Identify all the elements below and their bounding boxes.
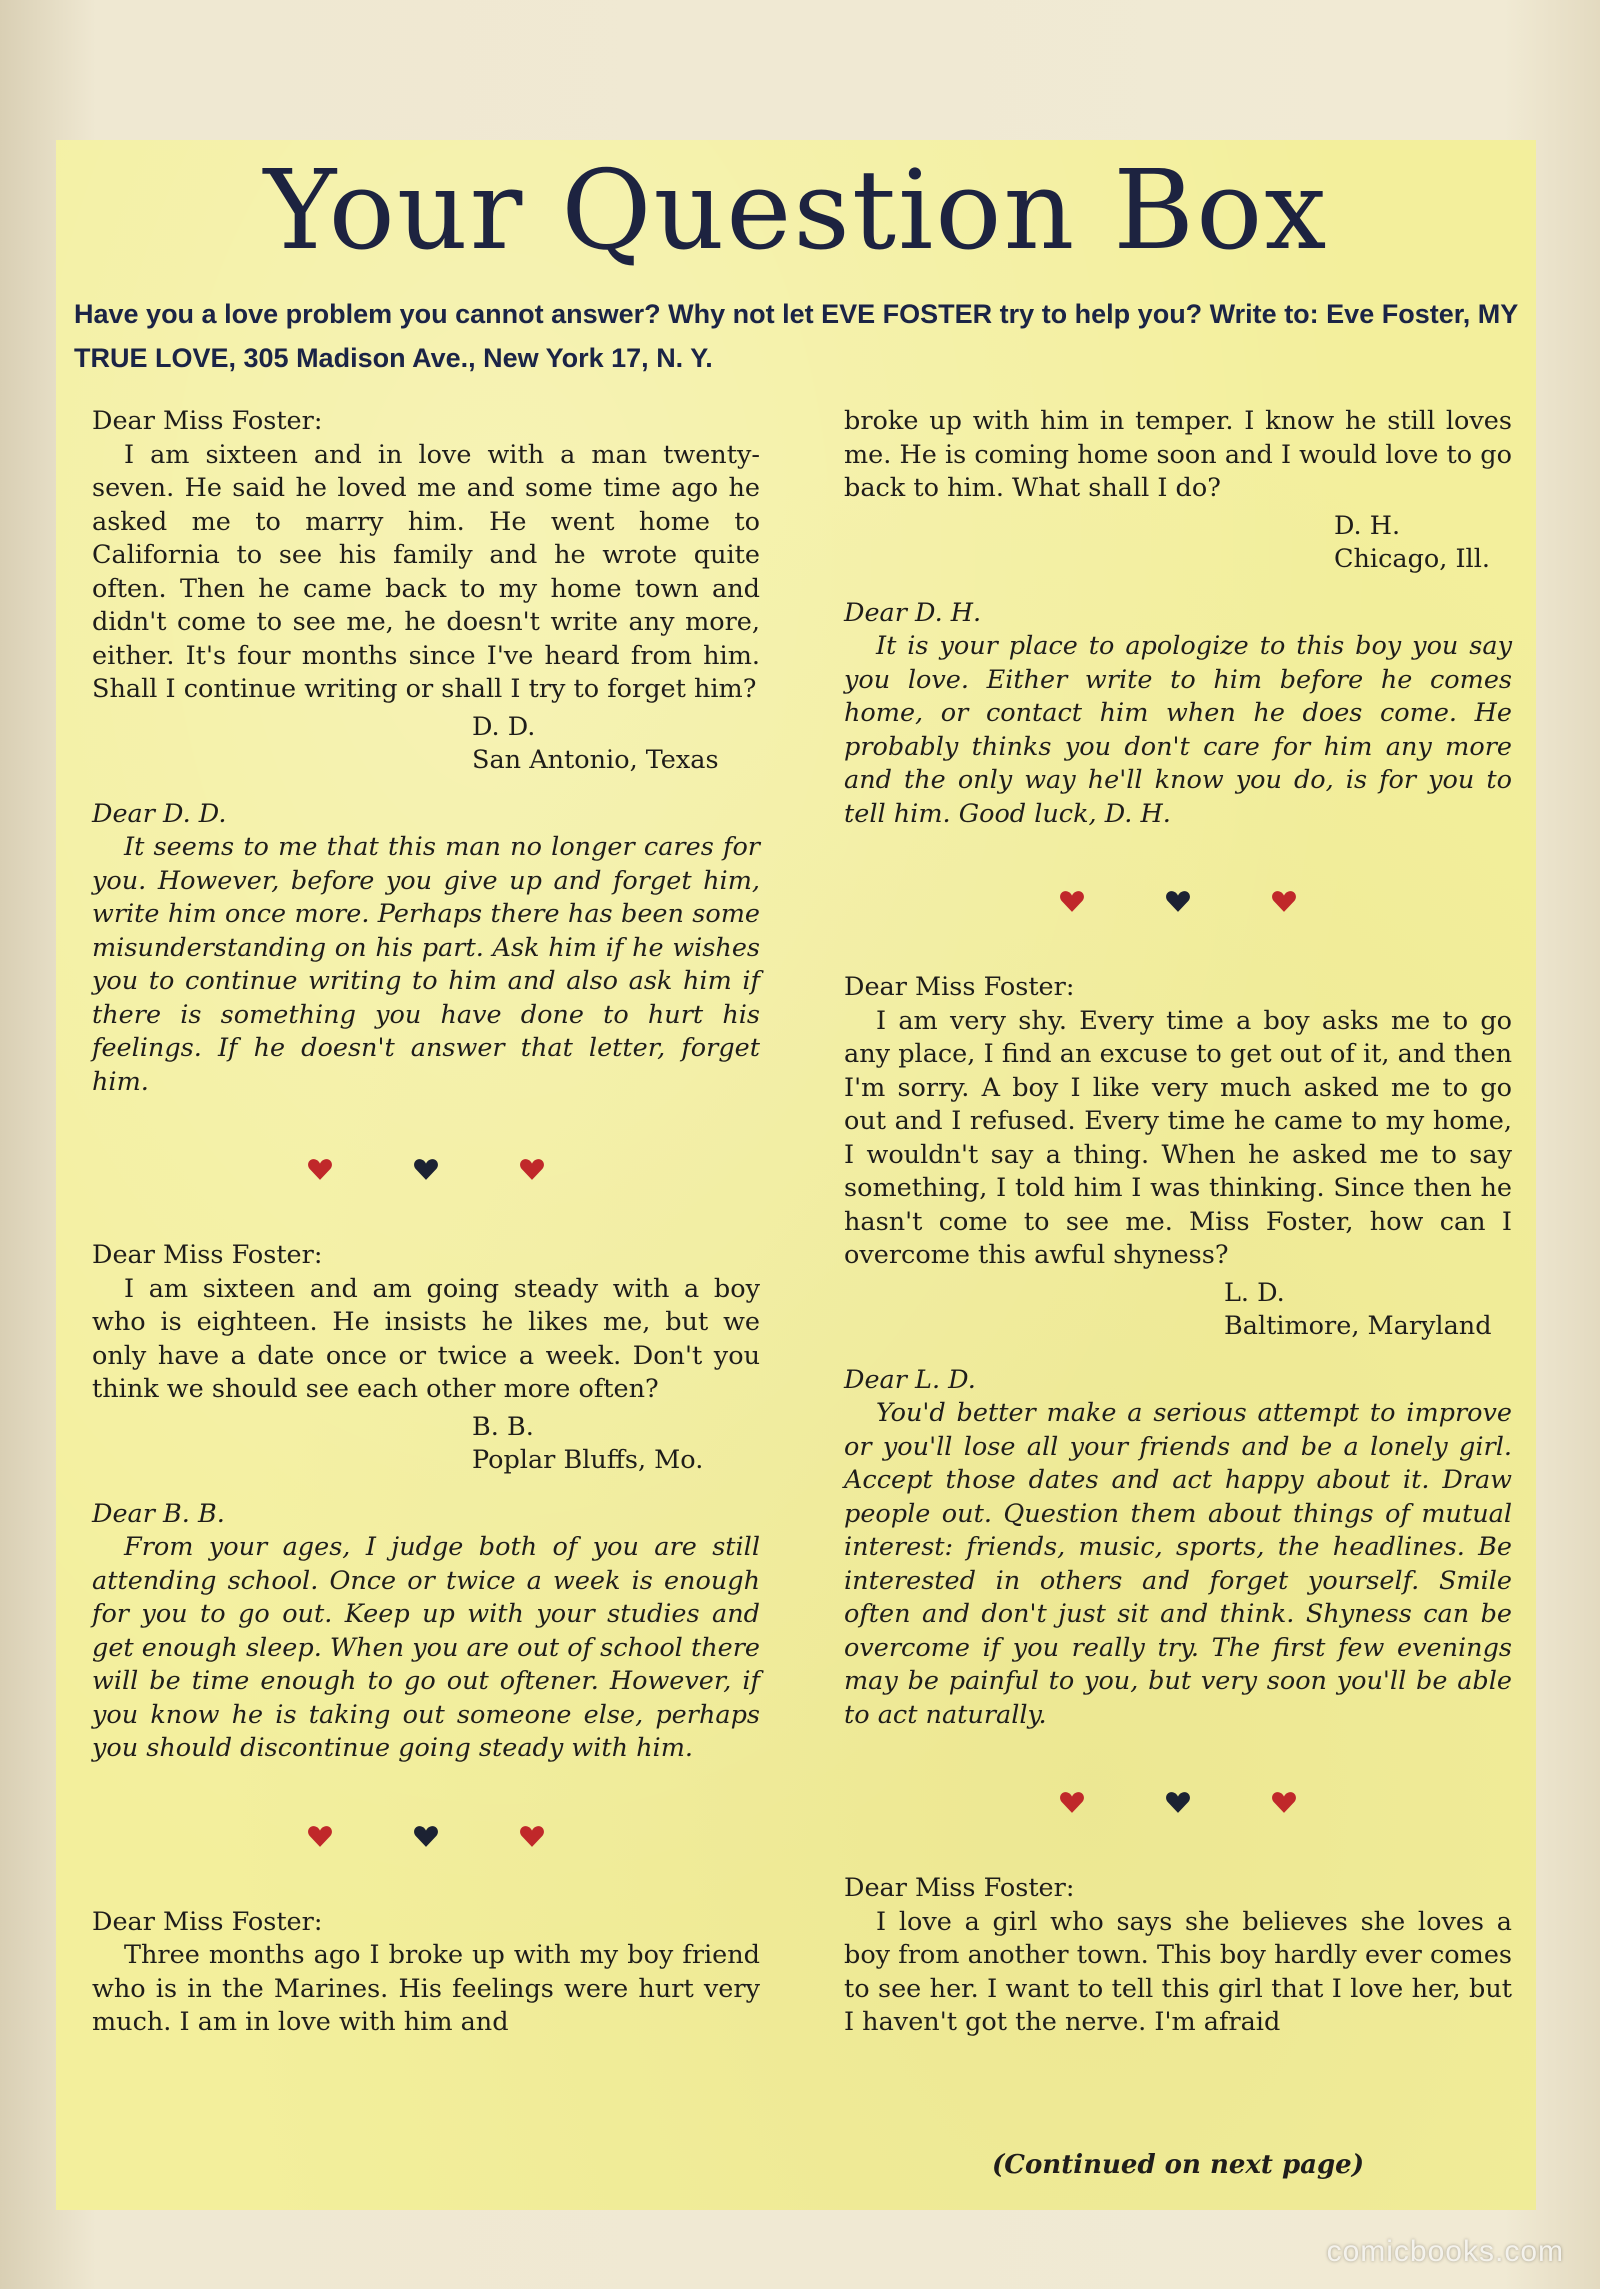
letter-salutation: Dear Miss Foster:: [844, 972, 1075, 1002]
site-watermark: comicbooks.com: [1326, 2235, 1564, 2268]
navy-heart-icon: [1165, 889, 1191, 913]
letter-body: I am sixteen and in love with a man twenty-seven. He said he loved me and some time ago he asked me to marry him. He went home to California to see his family and he wrote quite often. Then he came back to my home town and didn't come to see me, he doesn't write any more, either. It's four months since I've heard from him. Shall I continue writing or shall I try to forget him?: [92, 439, 760, 704]
reply-salutation: Dear L. D.: [844, 1364, 976, 1395]
signoff-initials: L. D.: [1224, 1277, 1285, 1308]
red-heart-icon: [307, 1824, 333, 1848]
navy-heart-icon: [1165, 1790, 1191, 1814]
left-column: [92, 405, 760, 2040]
letter-salutation: Dear Miss Foster:: [844, 1873, 1075, 1903]
continued-note: (Continued on next page): [991, 2150, 1365, 2180]
signoff-initials: D. D.: [472, 711, 536, 742]
letter-signoff: [844, 510, 1512, 577]
red-heart-icon: [1059, 889, 1085, 913]
signoff-location: Poplar Bluffs, Mo.: [472, 1445, 704, 1475]
signoff-initials: D. H.: [1334, 510, 1401, 541]
letter-signoff: [844, 1277, 1512, 1344]
red-heart-icon: [519, 1824, 545, 1848]
letter-body: I love a girl who says she believes she loves a boy from another town. This boy hardly ever comes to see her. I want to tell this girl that I love her, but I haven't got the nerve. I'm afraid: [844, 1906, 1512, 2037]
reply-salutation: Dear B. B.: [92, 1498, 225, 1529]
letter-body: I am sixteen and am going steady with a boy who is eighteen. He insists he likes me, but we only have a date once or twice a week. Don't you think we should see each other more often?: [92, 1273, 760, 1404]
letter-body-continued: broke up with him in temper. I know he still loves me. He is coming home soon and I would love to go back to him. What shall I do?: [844, 406, 1512, 503]
reply-body: From your ages, I judge both of you are still attending school. Once or twice a week is enough for you to go out. Keep up with your studies and get enough sleep. When you are out of school there will be time enough to go out oftener. However, if you know he is taking out someone else, perhaps you should discontinue going steady with him.: [92, 1532, 760, 1763]
red-heart-icon: [1059, 1790, 1085, 1814]
heart-divider: [844, 831, 1512, 971]
letter-salutation: Dear Miss Foster:: [92, 406, 323, 436]
letter-body: Three months ago I broke up with my boy friend who is in the Marines. His feelings were hurt very much. I am in love with him and: [92, 1940, 760, 2037]
navy-heart-icon: [413, 1824, 439, 1848]
signoff-initials: B. B.: [472, 1411, 534, 1442]
red-heart-icon: [519, 1157, 545, 1181]
reply-body: It is your place to apologize to this boy you say you love. Either write to him before he comes home, or contact him when he does come. He probably thinks you don't care for him any more and the only way he'll know you do, is for you to tell him. Good luck, D. H.: [844, 631, 1512, 829]
signoff-location: Baltimore, Maryland: [1224, 1311, 1492, 1341]
intro-text: Have you a love problem you cannot answer? Why not let EVE FOSTER try to help you? Write to: Eve Foster, MY TRUE LOVE, 305 Madison Ave., New York 17, N. Y.: [74, 299, 1518, 373]
reply-salutation: Dear D. D.: [92, 798, 227, 829]
red-heart-icon: [1271, 889, 1297, 913]
navy-heart-icon: [413, 1157, 439, 1181]
red-heart-icon: [1271, 1790, 1297, 1814]
reply-body: It seems to me that this man no longer cares for you. However, before you give up and forget him, write him once more. Perhaps there has been some misunderstanding on his part. Ask him if he wishes you to continue writing to him and also ask him if there is something you have done to hurt his feelings. If he doesn't answer that letter, forget him.: [92, 832, 760, 1097]
heart-divider: [844, 1732, 1512, 1872]
signoff-location: San Antonio, Texas: [472, 745, 719, 775]
reply-body: You'd better make a serious attempt to improve or you'll lose all your friends and be a lonely girl. Accept those dates and act happy about it. Draw people out. Question them about things of mutual interest: friends, music, sports, the headlines. Be interested in others and forget yourself. Smile often and don't just sit and think. Shyness can be overcome if you really try. The first few evenings may be painful to you, but very soon you'll be able to act naturally.: [844, 1398, 1512, 1730]
red-heart-icon: [307, 1157, 333, 1181]
signoff-location: Chicago, Ill.: [1334, 544, 1490, 574]
letter-body: I am very shy. Every time a boy asks me to go any place, I find an excuse to get out of it, and then I'm sorry. A boy I like very much asked me to go out and I refused. Every time he came to my home, I wouldn't say a thing. When he asked me to say something, I told him I was thinking. Since then he hasn't come to see me. Miss Foster, how can I overcome this awful shyness?: [844, 1005, 1512, 1270]
letter-signoff: [92, 711, 760, 778]
heart-divider: [92, 1766, 760, 1906]
letter-salutation: Dear Miss Foster:: [92, 1240, 323, 1270]
right-column: [844, 405, 1512, 2040]
letter-salutation: Dear Miss Foster:: [92, 1906, 323, 1937]
question-box-panel: [56, 140, 1536, 2210]
letter-signoff: [92, 1411, 760, 1478]
heart-divider: [92, 1099, 760, 1239]
page-title: Your Question Box: [263, 146, 1329, 274]
reply-salutation: Dear D. H.: [844, 597, 982, 628]
